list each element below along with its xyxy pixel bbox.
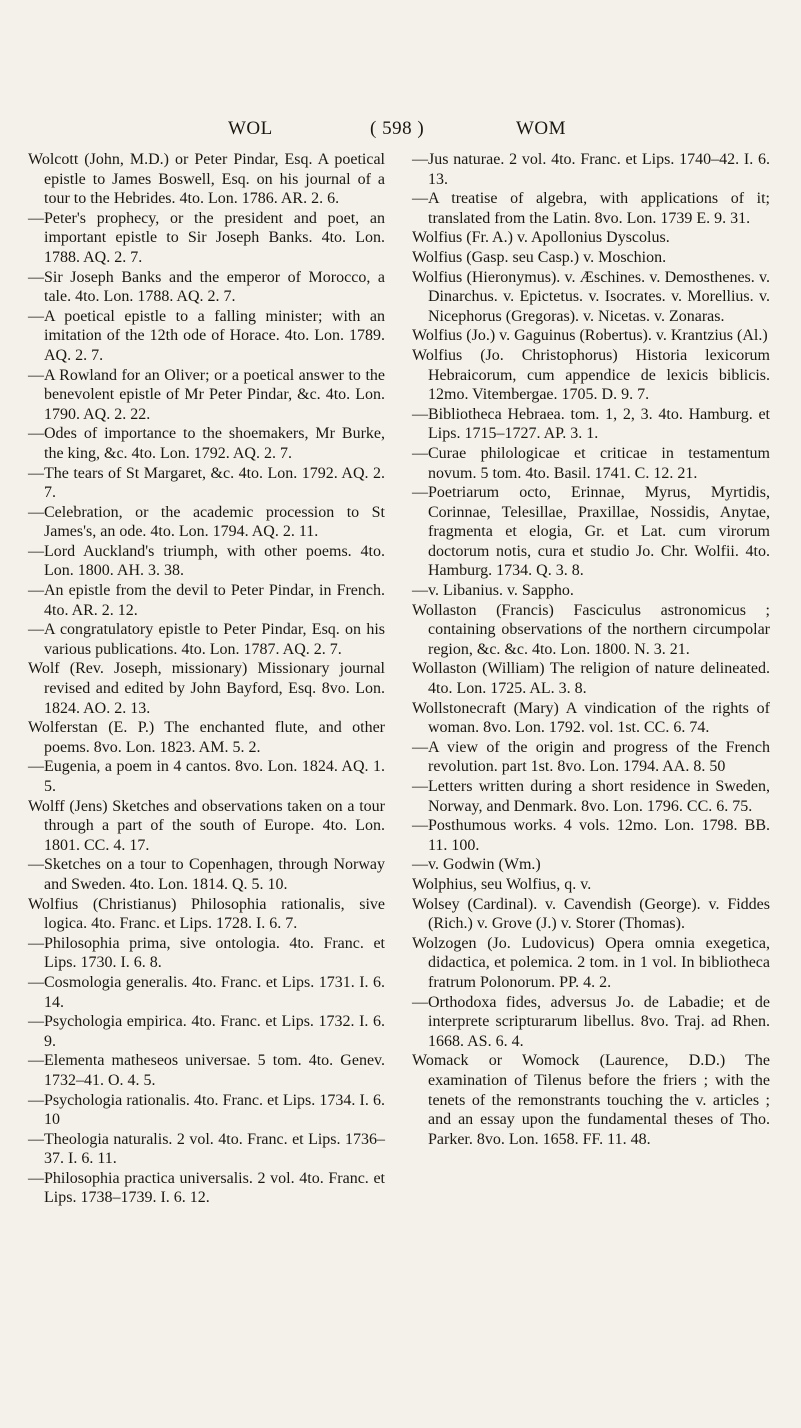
catalogue-entry: Wolphius, seu Wolfius, q. v.: [412, 875, 592, 893]
catalogue-entry: Wolfius (Gasp. seu Casp.) v. Moschion.: [412, 248, 667, 266]
catalogue-entry: Wolff (Jens) Sketches and observations taken on a tour through a part of the south of Europe. 4to. Lon. 1801. CC. 4. 17.: [28, 797, 385, 854]
catalogue-entry: Wollaston (Francis) Fasciculus astronomicus ; containing observations of the northern circumpolar region, &c. &c. 4to. Lon. 1800. N. 3. 21.: [412, 601, 770, 658]
catalogue-entry: Wolfius (Hieronymus). v. Æschines. v. Demosthenes. v. Dinarchus. v. Epictetus. v. Isocrates. v. Morellius. v. Nicephorus (Gregoras). v. Nicetas. v. Zonaras.: [412, 268, 770, 325]
catalogue-entry: Wolf (Rev. Joseph, missionary) Missionary journal revised and edited by John Bayford, Esq. 8vo. Lon. 1824. AO. 2. 13.: [28, 660, 385, 717]
catalogue-subentry: — Psychologia empirica. 4to. Franc. et Lips. 1732. I. 6. 9.: [28, 1012, 385, 1051]
catalogue-subentry: — Orthodoxa fides, adversus Jo. de Labadie; et de interprete scripturarum libellus. 8vo. Traj. ad Rhen. 1668. AS. 6. 4.: [412, 993, 770, 1052]
catalogue-subentry: — Curae philologicae et criticae in testamentum novum. 5 tom. 4to. Basil. 1741. C. 12. 21.: [412, 444, 770, 483]
catalogue-subentry: — A treatise of algebra, with applications of it; translated from the Latin. 8vo. Lon. 1739 E. 9. 31.: [412, 189, 770, 228]
catalogue-entry: Wolzogen (Jo. Ludovicus) Opera omnia exegetica, didactica, et polemica. 2 tom. in 1 vol. In bibliotheca fratrum Polonorum. PP. 4. 2.: [412, 934, 770, 991]
catalogue-subentry: — A Rowland for an Oliver; or a poetical answer to the benevolent epistle of Mr Peter Pindar, &c. 4to. Lon. 1790. AQ. 2. 22.: [28, 366, 385, 425]
header-left-guideword: WOL: [228, 118, 273, 139]
catalogue-subentry: — Theologia naturalis. 2 vol. 4to. Franc. et Lips. 1736–37. I. 6. 11.: [28, 1130, 385, 1169]
catalogue-subentry: — Psychologia rationalis. 4to. Franc. et Lips. 1734. I. 6. 10: [28, 1091, 385, 1130]
catalogue-entry: Wolfius (Jo.) v. Gaguinus (Robertus). v. Krantzius (Al.): [412, 327, 768, 345]
catalogue-subentry: — A congratulatory epistle to Peter Pindar, Esq. on his various publications. 4to. Lon. 1787. AQ. 2. 7.: [28, 620, 385, 659]
catalogue-subentry: — Eugenia, a poem in 4 cantos. 8vo. Lon. 1824. AQ. 1. 5.: [28, 757, 385, 796]
catalogue-entry: Wolsey (Cardinal). v. Cavendish (George). v. Fiddes (Rich.) v. Grove (J.) v. Storer (Thomas).: [412, 895, 770, 933]
catalogue-entry: Wollaston (William) The religion of nature delineated. 4to. Lon. 1725. AL. 3. 8.: [412, 660, 770, 698]
catalogue-entry: Wolfius (Christianus) Philosophia rationalis, sive logica. 4to. Franc. et Lips. 1728. I. 6. 7.: [28, 895, 385, 933]
catalogue-subentry: — v. Libanius. v. Sappho.: [412, 581, 770, 601]
catalogue-subentry: — Odes of importance to the shoemakers, Mr Burke, the king, &c. 4to. Lon. 1792. AQ. 2. 7.: [28, 424, 385, 463]
catalogue-subentry: — Letters written during a short residence in Sweden, Norway, and Denmark. 8vo. Lon. 1796. CC. 6. 75.: [412, 777, 770, 816]
catalogue-subentry: — A poetical epistle to a falling minister; with an imitation of the 12th ode of Horace. 4to. Lon. 1789. AQ. 2. 7.: [28, 307, 385, 366]
catalogue-subentry: — Jus naturae. 2 vol. 4to. Franc. et Lips. 1740–42. I. 6. 13.: [412, 150, 770, 189]
catalogue-subentry: — Sketches on a tour to Copenhagen, through Norway and Sweden. 4to. Lon. 1814. Q. 5. 10.: [28, 855, 385, 894]
header-right-guideword: WOM: [516, 118, 567, 139]
catalogue-entry: Wolferstan (E. P.) The enchanted flute, and other poems. 8vo. Lon. 1823. AM. 5. 2.: [28, 719, 385, 756]
catalogue-subentry: — Bibliotheca Hebraea. tom. 1, 2, 3. 4to. Hamburg. et Lips. 1715–1727. AP. 3. 1.: [412, 405, 770, 444]
catalogue-subentry: — Celebration, or the academic procession to St James's, an ode. 4to. Lon. 1794. AQ. 2. 11.: [28, 503, 385, 542]
catalogue-subentry: — Sir Joseph Banks and the emperor of Morocco, a tale. 4to. Lon. 1788. AQ. 2. 7.: [28, 268, 385, 307]
catalogue-subentry: — Peter's prophecy, or the president and poet, an important epistle to Sir Joseph Banks. 4to. Lon. 1788. AQ. 2. 7.: [28, 209, 385, 268]
catalogue-subentry: — An epistle from the devil to Peter Pindar, in French. 4to. AR. 2. 12.: [28, 581, 385, 620]
left-column: [28, 150, 385, 1208]
page-number: ( 598 ): [370, 118, 425, 139]
catalogue-entry: Womack or Womock (Laurence, D.D.) The examination of Tilenus before the friers ; with the tenets of the remonstrants touching the v. articles ; and an essay upon the fundamental theses of Tho. Parker. 8vo. Lon. 1658. FF. 11. 48.: [412, 1052, 770, 1148]
catalogue-subentry: — Poetriarum octo, Erinnae, Myrus, Myrtidis, Corinnae, Telesillae, Praxillae, Nossidis, Anytae, fragmenta et elogia, Gr. et Lat. cum virorum doctorum notis, cura et studio Jo. Chr. Wolfii. 4to. Hamburg. 1734. Q. 3. 8.: [412, 483, 770, 581]
catalogue-entry: Wolcott (John, M.D.) or Peter Pindar, Esq. A poetical epistle to James Boswell, Esq. on his journal of a tour to the Hebrides. 4to. Lon. 1786. AR. 2. 6.: [28, 151, 385, 208]
catalogue-subentry: — Lord Auckland's triumph, with other poems. 4to. Lon. 1800. AH. 3. 38.: [28, 542, 385, 581]
catalogue-subentry: — Cosmologia generalis. 4to. Franc. et Lips. 1731. I. 6. 14.: [28, 973, 385, 1012]
right-column: [412, 150, 770, 1149]
catalogue-subentry: — Philosophia prima, sive ontologia. 4to. Franc. et Lips. 1730. I. 6. 8.: [28, 934, 385, 973]
catalogue-entry: Wollstonecraft (Mary) A vindication of the rights of woman. 8vo. Lon. 1792. vol. 1st. CC. 6. 74.: [412, 699, 770, 737]
catalogue-subentry: — Elementa matheseos universae. 5 tom. 4to. Genev. 1732–41. O. 4. 5.: [28, 1051, 385, 1090]
catalogue-subentry: — Posthumous works. 4 vols. 12mo. Lon. 1798. BB. 11. 100.: [412, 816, 770, 855]
page-header: [0, 118, 801, 144]
catalogue-subentry: — The tears of St Margaret, &c. 4to. Lon. 1792. AQ. 2. 7.: [28, 464, 385, 503]
catalogue-subentry: — Philosophia practica universalis. 2 vol. 4to. Franc. et Lips. 1738–1739. I. 6. 12.: [28, 1169, 385, 1208]
catalogue-entry: Wolfius (Fr. A.) v. Apollonius Dyscolus.: [412, 229, 670, 247]
catalogue-entry: Wolfius (Jo. Christophorus) Historia lexicorum Hebraicorum, cum appendice de lexicis biblicis. 12mo. Vitembergae. 1705. D. 9. 7.: [412, 346, 770, 404]
catalogue-subentry: — A view of the origin and progress of the French revolution. part 1st. 8vo. Lon. 1794. AA. 8. 50: [412, 738, 770, 777]
catalogue-subentry: — v. Godwin (Wm.): [412, 855, 770, 875]
